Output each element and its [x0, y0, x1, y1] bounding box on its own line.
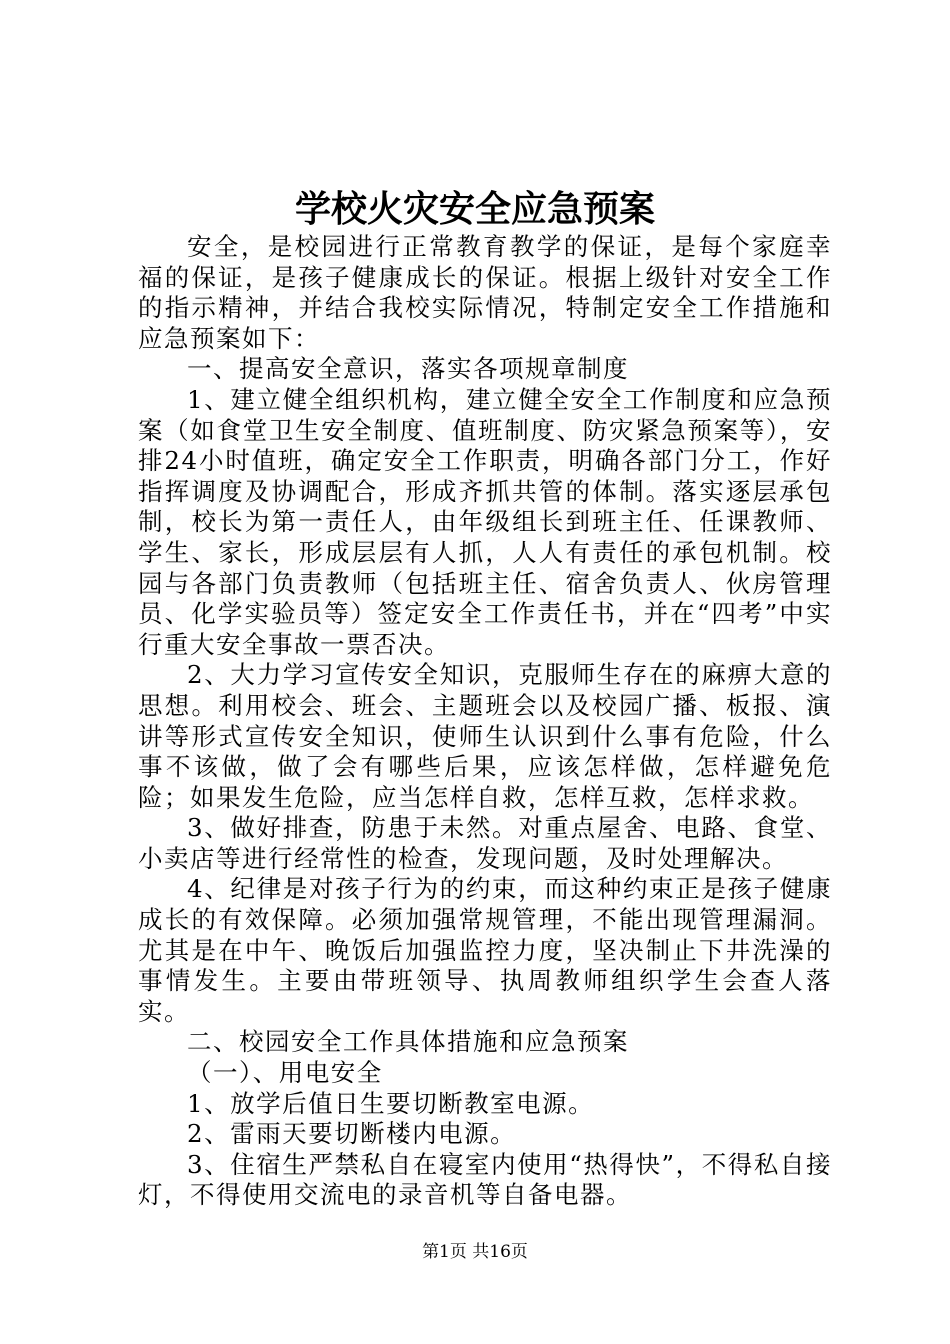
paragraph-item-4: 4、纪律是对孩子行为的约束，而这种约束正是孩子健康成长的有效保障。必须加强常规管理，不能出现管理漏洞。尤其是在中午、晚饭后加强监控力度，坚决制止下井洗澡的事情发生。主要由带班领导、执周教师组织学生会查人落实。 [138, 874, 832, 1026]
page-footer: 第1页 共16页 [422, 1242, 528, 1262]
paragraph-intro: 安全，是校园进行正常教育教学的保证，是每个家庭幸福的保证，是孩子健康成长的保证。根据上级针对安全工作的指示精神，并结合我校实际情况，特制定安全工作措施和应急预案如下： [138, 232, 832, 353]
paragraph-item-1: 1、建立健全组织机构，建立健全安全工作制度和应急预案（如食堂卫生安全制度、值班制度、防灾紧急预案等），安排24小时值班，确定安全工作职责，明确各部门分工，作好指挥调度及协调配合，形成齐抓共管的体制。落实逐层承包制，校长为第一责任人，由年级组长到班主任、任课教师、学生、家长，形成层层有人抓，人人有责任的承包机制。校园与各部门负责教师（包括班主任、宿舍负责人、伙房管理员、化学实验员等）签定安全工作责任书，并在“四考”中实行重大安全事故一票否决。 [138, 384, 832, 659]
section-heading-2: 二、校园安全工作具体措施和应急预案 [187, 1027, 629, 1057]
paragraph-electric-3: 3、住宿生严禁私自在寝室内使用“热得快”，不得私自接灯，不得使用交流电的录音机等自备电器。 [138, 1149, 832, 1210]
paragraph-item-3: 3、做好排查，防患于未然。对重点屋舍、电路、食堂、小卖店等进行经常性的检查，发现问题，及时处理解决。 [138, 813, 832, 873]
document-body [138, 232, 832, 1211]
document-title: 学校火灾安全应急预案 [294, 188, 655, 230]
paragraph-electric-1: 1、放学后值日生要切断教室电源。 [187, 1088, 595, 1118]
paragraph-item-2: 2、大力学习宣传安全知识，克服师生存在的麻痹大意的思想。利用校会、班会、主题班会以及校园广播、板报、演讲等形式宣传安全知识，使师生认识到什么事有危险，什么事不该做，做了会有哪些后果，应该怎样做，怎样避免危险；如果发生危险，应当怎样自救，怎样互救，怎样求救。 [138, 660, 832, 812]
subsection-heading-electricity: （一）、用电安全 [187, 1058, 383, 1088]
paragraph-electric-2: 2、雷雨天要切断楼内电源。 [187, 1119, 517, 1149]
section-heading-1: 一、提高安全意识，落实各项规章制度 [187, 354, 629, 384]
